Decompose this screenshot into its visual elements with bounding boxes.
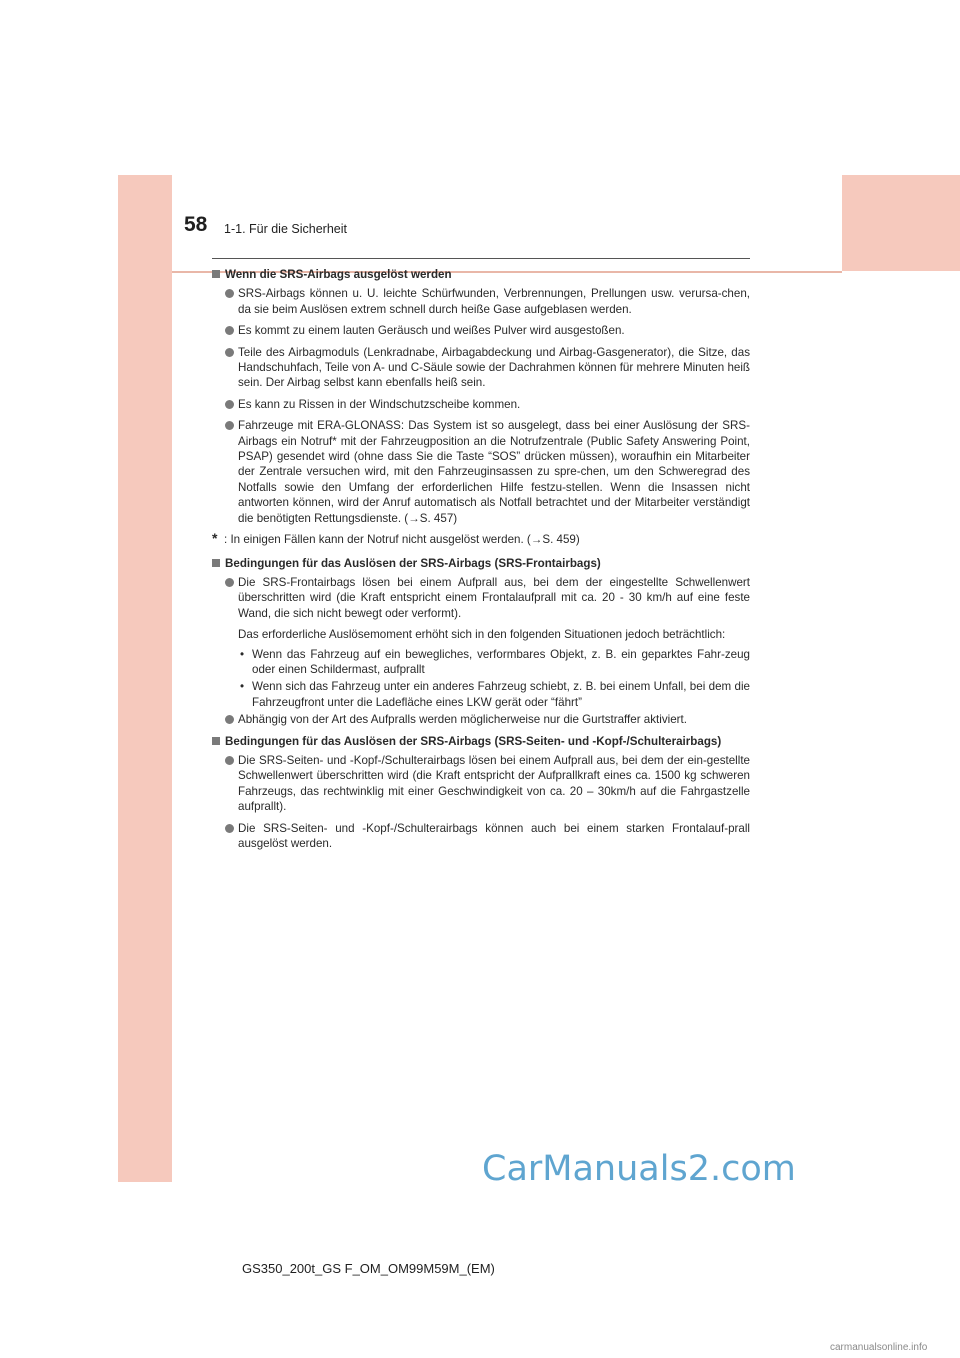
circle-bullet-icon — [225, 421, 234, 430]
sub-list-item: • Wenn das Fahrzeug auf ein bewegliches, verformbares Objekt, z. B. ein geparktes Fahr-zeug oder einen Schildermast, aufprallt — [240, 647, 750, 676]
list-item: Abhängig von der Art des Aufpralls werden möglicherweise nur die Gurtstraffer aktiviert. — [212, 712, 750, 727]
section-title: 1-1. Für die Sicherheit — [224, 222, 347, 236]
list-item: SRS-Airbags können u. U. leichte Schürfwunden, Verbrennungen, Prellungen usw. verursa-chen, da sie beim Auslösen extrem schnell durch heiße Gase aufgeblasen werden. — [212, 286, 750, 317]
square-bullet-icon — [212, 270, 220, 278]
square-bullet-icon — [212, 737, 220, 745]
main-content — [212, 258, 750, 857]
circle-bullet-icon — [225, 824, 234, 833]
side-color-band — [118, 175, 172, 1182]
footer-site: carmanualsonline.info — [830, 1342, 928, 1353]
list-item: Es kann zu Rissen in der Windschutzscheibe kommen. — [212, 397, 750, 412]
section-heading: Bedingungen für das Auslösen der SRS-Airbags (SRS-Frontairbags) — [212, 556, 750, 571]
footnote-mark: * — [212, 530, 218, 547]
paragraph: Das erforderliche Auslösemoment erhöht sich in den folgenden Situationen jedoch beträchtlich: — [238, 628, 726, 642]
circle-bullet-icon — [225, 348, 234, 357]
list-item: Die SRS-Seiten- und -Kopf-/Schulterairbags können auch bei einem starken Frontalauf-prall ausgelöst werden. — [212, 821, 750, 852]
circle-bullet-icon — [225, 756, 234, 765]
page-number: 58 — [184, 213, 208, 236]
list-item: Die SRS-Frontairbags lösen bei einem Aufprall aus, bei dem der eingestellte Schwellenwert überschritten wird (die Kraft entspricht einem Frontalaufprall mit ca. 20 - 30 km/h auf eine feste Wand, die sich nicht bewegt oder verformt). — [212, 575, 750, 621]
footnote: * : In einigen Fällen kann der Notruf nicht ausgelöst werden. (→S. 459) — [212, 530, 580, 547]
circle-bullet-icon — [225, 400, 234, 409]
content-top-rule — [212, 258, 750, 259]
list-item: Fahrzeuge mit ERA-GLONASS: Das System ist so ausgelegt, dass bei einer Auslösung der SRS-Airbags ein Notruf* mit der Fahrzeugposition an die Notrufzentrale (Public Safety Answering Point, PSAP) gesendet wird (ohne dass Sie die Taste “SOS” drücken müssen), woraufhin ein Mitarbeiter der Zentrale versuchen wird, mit den Fahrzeuginsassen zu spre-chen, um den Schweregrad des Notfalls sowie den Umfang der erforderlichen Hilfe festzu-stellen. Wenn die Insassen nicht antworten können, wird der Anruf automatisch als Notfall betrachtet und der Mitarbeiter verständigt die benötigten Rettungsdienste. (→S. 457) — [212, 418, 750, 526]
section-heading: Wenn die SRS-Airbags ausgelöst werden — [212, 267, 750, 282]
sub-list-item: • Wenn sich das Fahrzeug unter ein anderes Fahrzeug schiebt, z. B. bei einem Unfall, bei dem die Fahrzeugfront unter die Ladefläche eines LKW gerät oder “fährt” — [240, 680, 750, 709]
section-heading: Bedingungen für das Auslösen der SRS-Airbags (SRS-Seiten- und -Kopf-/Schulterairbags) — [212, 734, 750, 749]
circle-bullet-icon — [225, 289, 234, 298]
list-item: Es kommt zu einem lauten Geräusch und weißes Pulver wird ausgestoßen. — [212, 323, 750, 338]
circle-bullet-icon — [225, 578, 234, 587]
circle-bullet-icon — [225, 715, 234, 724]
list-item: Die SRS-Seiten- und -Kopf-/Schulterairbags lösen bei einem Aufprall aus, bei dem der ein-gestellte Schwellenwert überschritten wird (die Kraft entspricht der Aufprallkraft eines ca. 1500 kg schweren Fahrzeugs, das rechtwinklig mit einer Geschwindigkeit von ca. 20 – 30km/h auf die Fahrgastzelle aufprallt). — [212, 753, 750, 815]
square-bullet-icon — [212, 559, 220, 567]
list-item: Teile des Airbagmoduls (Lenkradnabe, Airbagabdeckung und Airbag-Gasgenerator), die Sitze, das Handschuhfach, Teile von A- und C-Säule sowie der Dachrahmen können für mehrere Minuten heiß sein. Der Airbag selbst kann ebenfalls heiß sein. — [212, 345, 750, 391]
footer-document-code: GS350_200t_GS F_OM_OM99M59M_(EM) — [242, 1261, 495, 1276]
watermark-logo: CarManuals2.com — [482, 1149, 796, 1189]
circle-bullet-icon — [225, 326, 234, 335]
